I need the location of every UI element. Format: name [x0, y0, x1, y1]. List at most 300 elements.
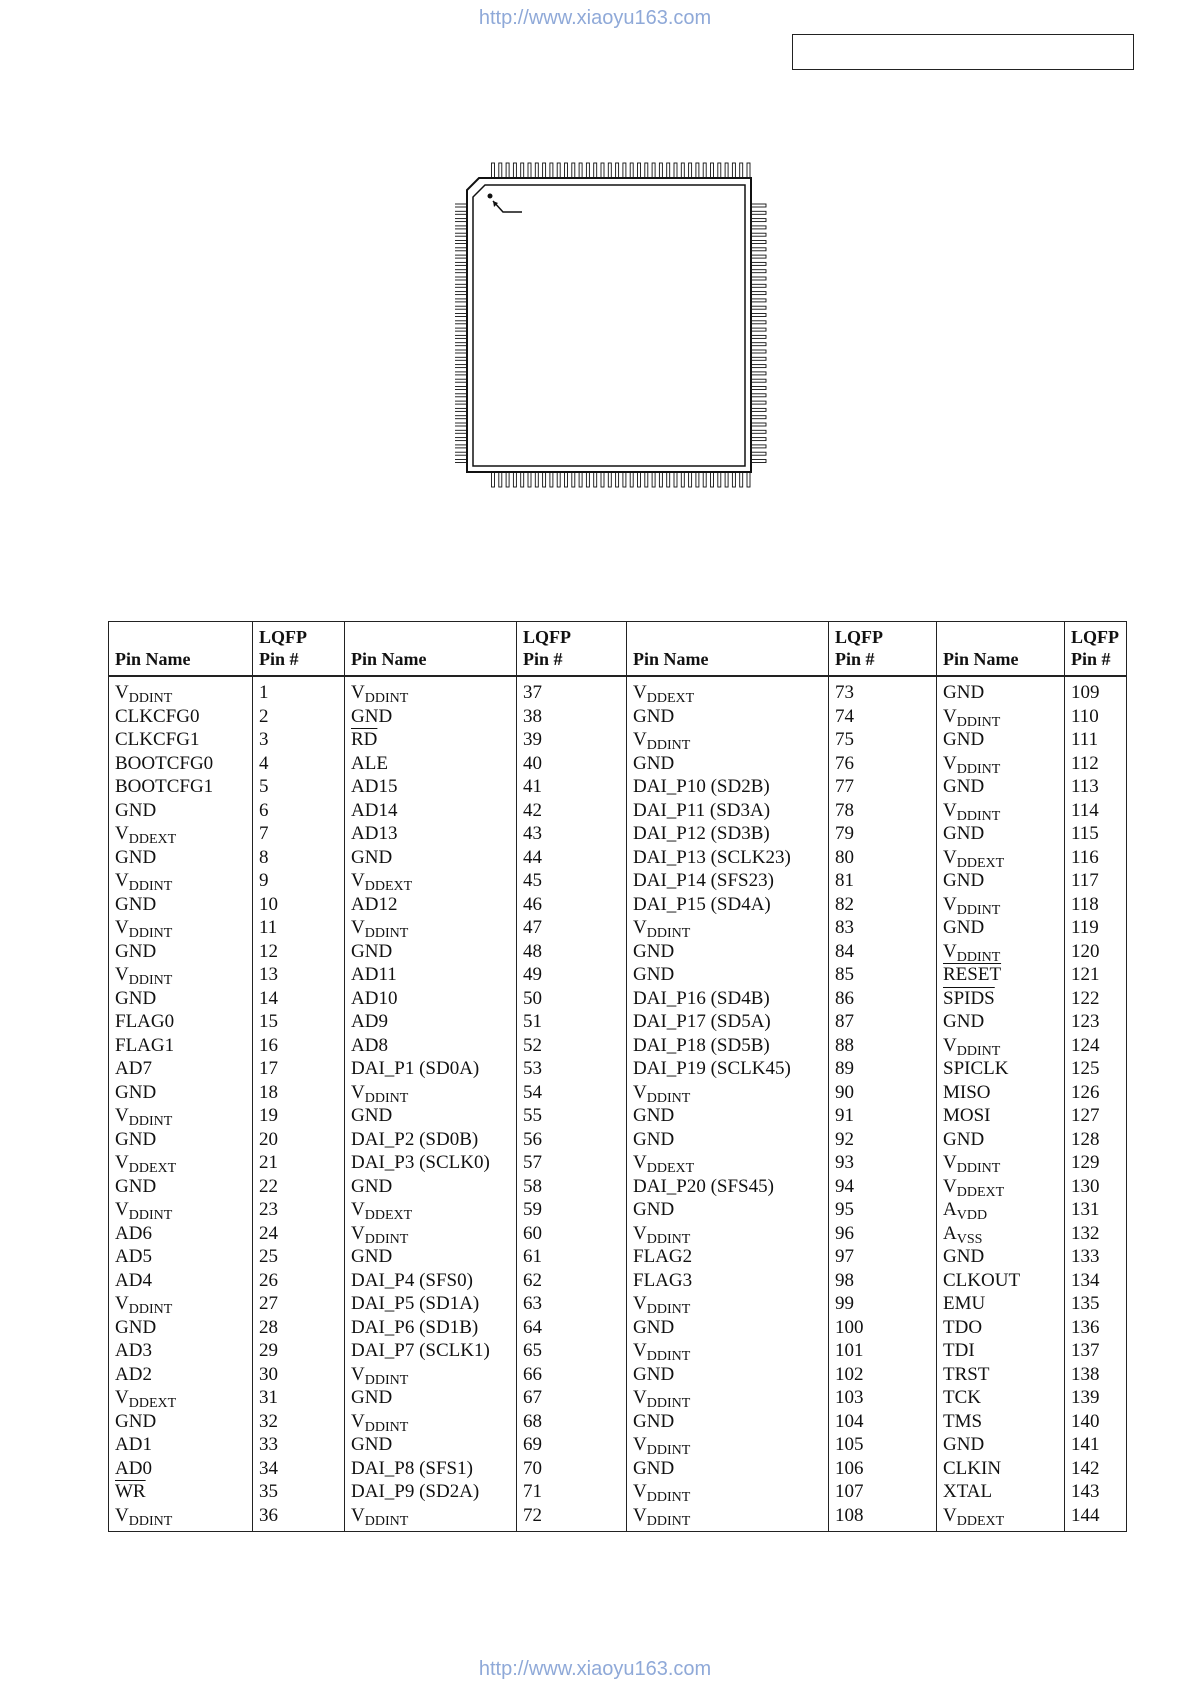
- pin-number-cell: 15: [253, 1010, 345, 1034]
- pin-number-cell: 14: [253, 987, 345, 1011]
- pin-number-cell: 7: [253, 822, 345, 846]
- package-pin: [455, 365, 467, 368]
- pin-number-cell: 6: [253, 799, 345, 823]
- pin-name-cell: $V_{DDINT}$: [345, 1222, 517, 1246]
- package-pin: [638, 472, 641, 487]
- pin-number-cell: 87: [829, 1010, 937, 1034]
- pin-name-cell: $V_{DDEXT}$: [627, 676, 829, 705]
- package-pin: [751, 270, 766, 273]
- pin-name-cell: DAI_P10 (SD2B): [627, 775, 829, 799]
- pin-name-cell: GND: [345, 705, 517, 729]
- package-pin: [455, 445, 467, 448]
- pin-number-cell: 91: [829, 1104, 937, 1128]
- pin-name-cell: EMU: [937, 1292, 1065, 1316]
- package-pin: [492, 472, 495, 487]
- package-pin: [751, 255, 766, 258]
- pin-number-cell: 114: [1065, 799, 1127, 823]
- pin-number-cell: 144: [1065, 1504, 1127, 1532]
- package-pin: [594, 472, 597, 487]
- pin-name-cell: $V_{DDINT}$: [109, 1504, 253, 1532]
- table-row: [109, 1222, 1127, 1246]
- package-pin: [601, 163, 604, 178]
- pin-number-cell: 35: [253, 1480, 345, 1504]
- pin-assignment-table: [108, 621, 1127, 1532]
- package-pin: [659, 163, 662, 178]
- pin-number-cell: 105: [829, 1433, 937, 1457]
- package-pin: [521, 163, 524, 178]
- package-pin: [751, 321, 766, 324]
- pin-name-cell: DAI_P8 (SFS1): [345, 1457, 517, 1481]
- pin-name-cell: $V_{DDINT}$: [345, 1363, 517, 1387]
- pin-name-cell: $V_{DDINT}$: [345, 1081, 517, 1105]
- pin-number-cell: 29: [253, 1339, 345, 1363]
- pin-name-cell: $V_{DDEXT}$: [627, 1151, 829, 1175]
- package-pin: [455, 430, 467, 433]
- package-pin: [681, 472, 684, 487]
- pin-number-cell: 110: [1065, 705, 1127, 729]
- pin-number-cell: 2: [253, 705, 345, 729]
- pin-number-cell: 9: [253, 869, 345, 893]
- header-lqfp-pin: LQFP Pin #: [829, 622, 937, 677]
- pin-name-cell: TDI: [937, 1339, 1065, 1363]
- package-pin: [455, 233, 467, 236]
- pin-number-cell: 96: [829, 1222, 937, 1246]
- pin-number-cell: 133: [1065, 1245, 1127, 1269]
- pin-number-cell: 73: [829, 676, 937, 705]
- pins-right-column: [751, 204, 766, 463]
- pin-name-cell: GND: [627, 940, 829, 964]
- pin-name-cell: GND: [109, 1316, 253, 1340]
- pin-number-cell: 141: [1065, 1433, 1127, 1457]
- package-pin: [455, 416, 467, 419]
- pin-number-cell: 123: [1065, 1010, 1127, 1034]
- pin-name-cell: GND: [627, 1104, 829, 1128]
- pin-name-cell: GND: [345, 940, 517, 964]
- pin-number-cell: 86: [829, 987, 937, 1011]
- package-pin: [751, 401, 766, 404]
- pin-number-cell: 33: [253, 1433, 345, 1457]
- package-pin: [550, 472, 553, 487]
- package-pin: [751, 292, 766, 295]
- pin-name-cell: CLKCFG1: [109, 728, 253, 752]
- pin-name-cell: DAI_P12 (SD3B): [627, 822, 829, 846]
- package-pin: [455, 241, 467, 244]
- table-row: [109, 1410, 1127, 1434]
- package-pin: [751, 211, 766, 214]
- package-pin: [616, 163, 619, 178]
- pin-name-cell: BOOTCFG0: [109, 752, 253, 776]
- pin-name-cell: XTAL: [937, 1480, 1065, 1504]
- pin-name-cell: AD8: [345, 1034, 517, 1058]
- header-pin-name: Pin Name: [345, 622, 517, 677]
- pin-name-cell: GND: [937, 1245, 1065, 1269]
- table-row: [109, 1245, 1127, 1269]
- package-pin: [718, 472, 721, 487]
- pin-name-cell: MISO: [937, 1081, 1065, 1105]
- pin-name-cell: GND: [109, 987, 253, 1011]
- package-pin: [751, 299, 766, 302]
- package-pin: [455, 452, 467, 455]
- pin-name-cell: RESET: [937, 963, 1065, 987]
- package-pin: [652, 163, 655, 178]
- table-row: [109, 1386, 1127, 1410]
- pin-name-cell: $V_{DDINT}$: [109, 869, 253, 893]
- pin-name-cell: DAI_P6 (SD1B): [345, 1316, 517, 1340]
- package-pin: [550, 163, 553, 178]
- package-pin: [499, 163, 502, 178]
- pin-name-cell: AD10: [345, 987, 517, 1011]
- pin-name-cell: DAI_P20 (SFS45): [627, 1175, 829, 1199]
- pin-name-cell: $V_{DDEXT}$: [345, 869, 517, 893]
- pin-name-cell: AD3: [109, 1339, 253, 1363]
- package-pin: [751, 277, 766, 280]
- package-pin: [751, 460, 766, 463]
- pin-number-cell: 98: [829, 1269, 937, 1293]
- package-pin: [455, 226, 467, 229]
- pin-number-cell: 34: [253, 1457, 345, 1481]
- pin-number-cell: 22: [253, 1175, 345, 1199]
- pin-name-cell: TCK: [937, 1386, 1065, 1410]
- pins-top-row: [492, 163, 751, 178]
- pin-name-cell: DAI_P11 (SD3A): [627, 799, 829, 823]
- package-pin: [506, 163, 509, 178]
- package-pin: [630, 472, 633, 487]
- pin-name-cell: $V_{DDEXT}$: [937, 1504, 1065, 1532]
- header-lqfp-pin: LQFP Pin #: [1065, 622, 1127, 677]
- package-pin: [455, 219, 467, 222]
- package-pin: [718, 163, 721, 178]
- table-row: [109, 1316, 1127, 1340]
- pin-name-cell: AD5: [109, 1245, 253, 1269]
- package-pin: [543, 472, 546, 487]
- pin-number-cell: 121: [1065, 963, 1127, 987]
- pin-number-cell: 71: [517, 1480, 627, 1504]
- pin-number-cell: 76: [829, 752, 937, 776]
- pin-number-cell: 138: [1065, 1363, 1127, 1387]
- package-pin: [751, 335, 766, 338]
- table-row: [109, 799, 1127, 823]
- header-lqfp-pin: LQFP Pin #: [517, 622, 627, 677]
- pin-number-cell: 1: [253, 676, 345, 705]
- pin-number-cell: 27: [253, 1292, 345, 1316]
- package-pin: [623, 163, 626, 178]
- pin-name-cell: GND: [937, 1128, 1065, 1152]
- package-pin: [751, 357, 766, 360]
- pin-number-cell: 97: [829, 1245, 937, 1269]
- table-row: [109, 752, 1127, 776]
- table-row: [109, 1433, 1127, 1457]
- package-pin: [751, 445, 766, 448]
- package-pin: [725, 163, 728, 178]
- package-pin: [455, 372, 467, 375]
- pin-number-cell: 30: [253, 1363, 345, 1387]
- pin-number-cell: 85: [829, 963, 937, 987]
- pin-name-cell: $V_{DDINT}$: [109, 1292, 253, 1316]
- table-header-row: [109, 622, 1127, 677]
- package-pin: [751, 219, 766, 222]
- package-pin: [528, 163, 531, 178]
- pin-number-cell: 11: [253, 916, 345, 940]
- pin-name-cell: GND: [109, 1175, 253, 1199]
- package-pin: [751, 328, 766, 331]
- package-pin: [725, 472, 728, 487]
- pin-number-cell: 36: [253, 1504, 345, 1532]
- pin-number-cell: 79: [829, 822, 937, 846]
- package-pin: [579, 163, 582, 178]
- table-row: [109, 1457, 1127, 1481]
- pin-name-cell: $V_{DDINT}$: [627, 1504, 829, 1532]
- pin-name-cell: FLAG2: [627, 1245, 829, 1269]
- package-pin: [751, 430, 766, 433]
- pin-number-cell: 4: [253, 752, 345, 776]
- pin-number-cell: 61: [517, 1245, 627, 1269]
- pin-number-cell: 54: [517, 1081, 627, 1105]
- pin-number-cell: 139: [1065, 1386, 1127, 1410]
- package-pin: [751, 379, 766, 382]
- package-pin: [696, 163, 699, 178]
- pin-number-cell: 104: [829, 1410, 937, 1434]
- pin-name-cell: AD2: [109, 1363, 253, 1387]
- pin-number-cell: 95: [829, 1198, 937, 1222]
- pin-name-cell: $A_{VDD}$: [937, 1198, 1065, 1222]
- chip-body-outer: [467, 178, 751, 472]
- pin-name-cell: AD4: [109, 1269, 253, 1293]
- pin-name-cell: GND: [937, 1433, 1065, 1457]
- package-pin: [455, 299, 467, 302]
- package-pin: [732, 472, 735, 487]
- package-pin: [659, 472, 662, 487]
- package-pin: [455, 262, 467, 265]
- pin-name-cell: AD1: [109, 1433, 253, 1457]
- package-pin: [751, 438, 766, 441]
- package-pin: [535, 163, 538, 178]
- pin-name-cell: $A_{VSS}$: [937, 1222, 1065, 1246]
- package-pin: [455, 314, 467, 317]
- pin-number-cell: 107: [829, 1480, 937, 1504]
- pins-bottom-row: [492, 472, 751, 487]
- pin-number-cell: 109: [1065, 676, 1127, 705]
- pin-number-cell: 140: [1065, 1410, 1127, 1434]
- pin-name-cell: $V_{DDINT}$: [345, 1410, 517, 1434]
- pin-name-cell: DAI_P5 (SD1A): [345, 1292, 517, 1316]
- pin-number-cell: 49: [517, 963, 627, 987]
- pin-name-cell: AD11: [345, 963, 517, 987]
- pin-name-cell: DAI_P19 (SCLK45): [627, 1057, 829, 1081]
- table-row: [109, 1128, 1127, 1152]
- package-pin: [455, 211, 467, 214]
- pin-number-cell: 59: [517, 1198, 627, 1222]
- package-pin: [586, 163, 589, 178]
- table-row: [109, 1034, 1127, 1058]
- pin-number-cell: 99: [829, 1292, 937, 1316]
- pin-number-cell: 65: [517, 1339, 627, 1363]
- pin-name-cell: $V_{DDEXT}$: [937, 1175, 1065, 1199]
- package-pin: [751, 452, 766, 455]
- package-pin: [751, 314, 766, 317]
- pin-name-cell: AD7: [109, 1057, 253, 1081]
- pin-number-cell: 82: [829, 893, 937, 917]
- pin-number-cell: 88: [829, 1034, 937, 1058]
- pin-name-cell: $V_{DDINT}$: [627, 1339, 829, 1363]
- package-pin: [535, 472, 538, 487]
- pin-name-cell: AD14: [345, 799, 517, 823]
- table-row: [109, 963, 1127, 987]
- pin-number-cell: 115: [1065, 822, 1127, 846]
- package-pin: [455, 343, 467, 346]
- package-pin: [586, 472, 589, 487]
- package-pin: [601, 472, 604, 487]
- pin-name-cell: $V_{DDEXT}$: [109, 1151, 253, 1175]
- pin-name-cell: GND: [627, 705, 829, 729]
- pin-name-cell: GND: [627, 1363, 829, 1387]
- pin-name-cell: DAI_P4 (SFS0): [345, 1269, 517, 1293]
- package-pin: [751, 226, 766, 229]
- pin-number-cell: 78: [829, 799, 937, 823]
- pin-number-cell: 5: [253, 775, 345, 799]
- pin-number-cell: 103: [829, 1386, 937, 1410]
- pin-number-cell: 13: [253, 963, 345, 987]
- package-pin: [751, 394, 766, 397]
- pin-number-cell: 3: [253, 728, 345, 752]
- pin-name-cell: GND: [937, 728, 1065, 752]
- pin-number-cell: 137: [1065, 1339, 1127, 1363]
- table-row: [109, 676, 1127, 705]
- package-pin: [751, 241, 766, 244]
- pin-number-cell: 45: [517, 869, 627, 893]
- package-pin: [455, 284, 467, 287]
- pin-name-cell: DAI_P7 (SCLK1): [345, 1339, 517, 1363]
- pin-name-cell: AD9: [345, 1010, 517, 1034]
- package-pin: [506, 472, 509, 487]
- pin-number-cell: 111: [1065, 728, 1127, 752]
- pin-name-cell: GND: [109, 940, 253, 964]
- pin-number-cell: 116: [1065, 846, 1127, 870]
- package-pin: [455, 248, 467, 251]
- pin-name-cell: $V_{DDINT}$: [627, 916, 829, 940]
- pin-name-cell: $V_{DDINT}$: [345, 676, 517, 705]
- package-pin: [608, 472, 611, 487]
- pin-name-cell: $V_{DDINT}$: [627, 1433, 829, 1457]
- pin-name-cell: DAI_P18 (SD5B): [627, 1034, 829, 1058]
- pin-name-cell: GND: [937, 869, 1065, 893]
- pin-name-cell: GND: [345, 1175, 517, 1199]
- package-pin: [645, 472, 648, 487]
- lqfp-package-diagram: [455, 160, 775, 496]
- package-pin: [751, 343, 766, 346]
- pin-number-cell: 64: [517, 1316, 627, 1340]
- pin-number-cell: 106: [829, 1457, 937, 1481]
- package-pin: [740, 163, 743, 178]
- pin-name-cell: GND: [627, 1316, 829, 1340]
- pin-name-cell: CLKCFG0: [109, 705, 253, 729]
- package-pin: [751, 233, 766, 236]
- table-row: [109, 869, 1127, 893]
- package-pin: [751, 365, 766, 368]
- pin-name-cell: $V_{DDEXT}$: [109, 1386, 253, 1410]
- pin-name-cell: GND: [627, 1198, 829, 1222]
- pin-name-cell: GND: [109, 799, 253, 823]
- pin-number-cell: 41: [517, 775, 627, 799]
- pin-name-cell: GND: [345, 1386, 517, 1410]
- pin-number-cell: 42: [517, 799, 627, 823]
- package-pin: [455, 438, 467, 441]
- pin-number-cell: 124: [1065, 1034, 1127, 1058]
- package-pin: [751, 248, 766, 251]
- pin-number-cell: 130: [1065, 1175, 1127, 1199]
- pin-name-cell: $V_{DDINT}$: [937, 1151, 1065, 1175]
- pin-number-cell: 67: [517, 1386, 627, 1410]
- package-pin: [572, 163, 575, 178]
- pin-number-cell: 112: [1065, 752, 1127, 776]
- package-pin: [638, 163, 641, 178]
- pin-name-cell: $\overline{RD}$: [345, 728, 517, 752]
- pin-name-cell: TMS: [937, 1410, 1065, 1434]
- table-row: [109, 1339, 1127, 1363]
- package-pin: [751, 262, 766, 265]
- pin-number-cell: 69: [517, 1433, 627, 1457]
- pin-number-cell: 12: [253, 940, 345, 964]
- package-pin: [455, 321, 467, 324]
- pin-name-cell: $V_{DDINT}$: [937, 705, 1065, 729]
- pin-number-cell: 80: [829, 846, 937, 870]
- pin-name-cell: $V_{DDINT}$: [109, 1198, 253, 1222]
- pin-name-cell: AD15: [345, 775, 517, 799]
- package-pin: [455, 350, 467, 353]
- package-pin: [543, 163, 546, 178]
- pin-name-cell: GND: [109, 1128, 253, 1152]
- package-pin: [751, 387, 766, 390]
- pin-number-cell: 83: [829, 916, 937, 940]
- header-lqfp-pin: LQFP Pin #: [253, 622, 345, 677]
- pin-number-cell: 17: [253, 1057, 345, 1081]
- pin-number-cell: 48: [517, 940, 627, 964]
- package-pin: [455, 379, 467, 382]
- header-pin-name: Pin Name: [109, 622, 253, 677]
- package-pin: [674, 472, 677, 487]
- pin-name-cell: GND: [627, 752, 829, 776]
- package-pin: [711, 163, 714, 178]
- pin-name-cell: GND: [345, 1104, 517, 1128]
- table-row: [109, 775, 1127, 799]
- pin-number-cell: 28: [253, 1316, 345, 1340]
- pin-name-cell: GND: [937, 1010, 1065, 1034]
- package-pin: [696, 472, 699, 487]
- package-pin: [455, 460, 467, 463]
- pin-name-cell: GND: [627, 1410, 829, 1434]
- pin-name-cell: GND: [937, 676, 1065, 705]
- pin-name-cell: $V_{DDINT}$: [627, 1222, 829, 1246]
- package-pin: [455, 394, 467, 397]
- pins-left-column: [455, 204, 467, 463]
- package-pin: [703, 472, 706, 487]
- package-pin: [681, 163, 684, 178]
- pin-number-cell: 51: [517, 1010, 627, 1034]
- package-pin: [557, 472, 560, 487]
- pin-name-cell: TRST: [937, 1363, 1065, 1387]
- pin-number-cell: 20: [253, 1128, 345, 1152]
- pin-name-cell: $V_{DDINT}$: [627, 1480, 829, 1504]
- pin-number-cell: 134: [1065, 1269, 1127, 1293]
- header-pin-name: Pin Name: [627, 622, 829, 677]
- package-pin: [565, 163, 568, 178]
- package-pin: [751, 350, 766, 353]
- table-row: [109, 1292, 1127, 1316]
- package-pin: [455, 204, 467, 207]
- package-pin: [751, 416, 766, 419]
- pin-number-cell: 32: [253, 1410, 345, 1434]
- pin-name-cell: $V_{DDINT}$: [345, 1504, 517, 1532]
- package-pin: [521, 472, 524, 487]
